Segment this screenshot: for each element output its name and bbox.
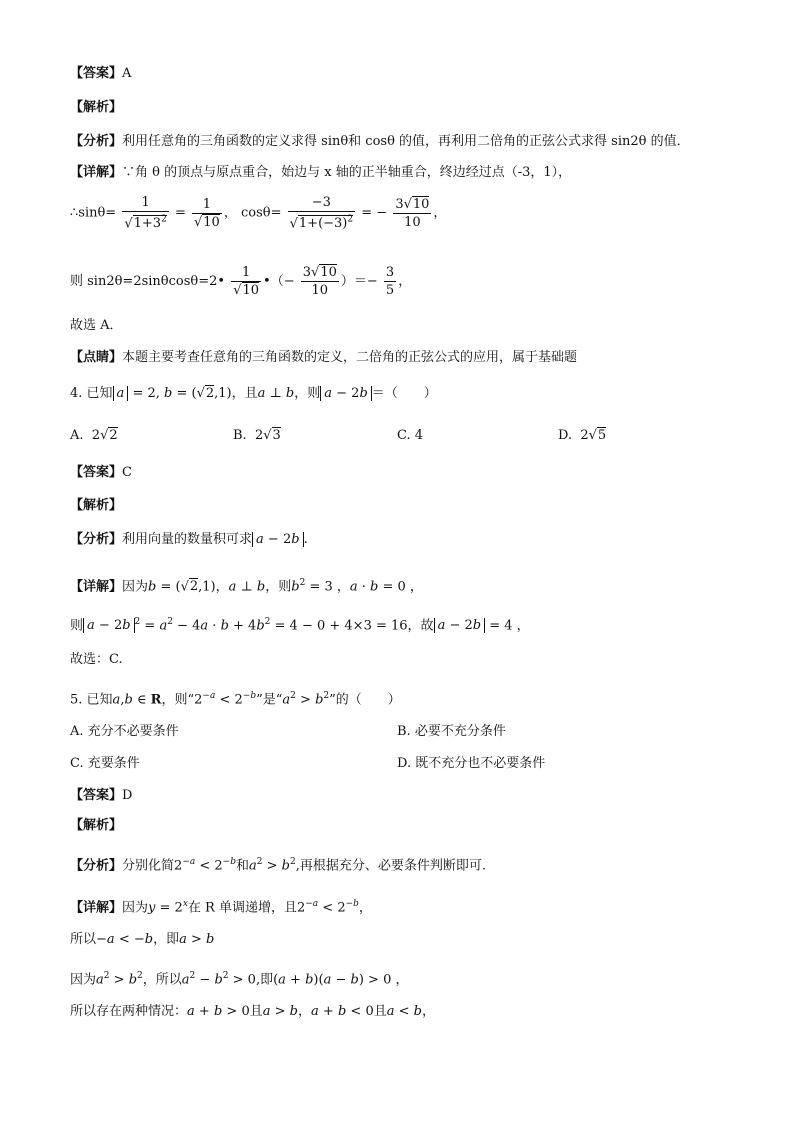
q4-answer-line: 【答案】C xyxy=(70,465,132,480)
answer-tag: 【答案】 xyxy=(70,66,123,81)
q5-option-c: C. 充要条件 xyxy=(70,756,140,771)
q5-detail-line-4: 所以存在两种情况：a + b > 0且a > b，a + b < 0且a < b， xyxy=(70,1004,436,1019)
q3-sin-cos-formula: ∴sinθ= $\frac{1}{√1+3^2}$ = $\frac{1}{√10}$ ， cosθ= $\frac{-3}{√1+(-3)^2}$ = − $\frac{3√10}{10}$ ， xyxy=(70,195,447,232)
q3-dianjing-line xyxy=(70,348,577,368)
q4-option-b: B. 2√3 xyxy=(233,428,281,443)
q5-stem: 5. 已知a,b ∈ R，则“$2^{-a} < 2^{-b}$”是“$a^2 > b^2$”的（ ） xyxy=(70,691,401,708)
q4-option-a: A. 2√2 xyxy=(70,428,118,443)
q4-detail-line-2: 则 a − 2b $^2 = a^2 - 4a \cdot b + 4b^2 = 4 - 0 + 4\times 3 = 16$，故 a − 2b = 4 ， xyxy=(70,617,530,634)
q3-fenxi-line xyxy=(70,132,690,152)
detail-tag: 【详解】 xyxy=(70,165,123,180)
q3-answer-line xyxy=(70,64,131,84)
answer-value: A xyxy=(122,66,132,81)
q5-option-d: D. 既不充分也不必要条件 xyxy=(397,756,546,771)
q5-option-a: A. 充分不必要条件 xyxy=(70,724,179,739)
q4-fenxi-line: 【分析】利用向量的数量积可求 a − 2b . xyxy=(70,532,308,547)
q4-option-c: C. 4 xyxy=(397,428,424,443)
q3-sin2-formula: 则 sin2θ=2sinθcosθ=2• $\frac{1}{√10}$ •（− $\frac{3√10}{10}$ ）＝− $\frac{3}{5}$ ， xyxy=(70,265,412,298)
q5-option-b: B. 必要不充分条件 xyxy=(397,724,506,739)
q4-detail-line: 【详解】因为b = (√2,1)，a ⊥ b，则$b^2 = 3$ ，a · b = 0 ， xyxy=(70,578,423,595)
q4-option-d: D. 2√5 xyxy=(558,428,607,443)
fenxi-text: 利用任意角的三角函数的定义求得 sinθ和 cosθ 的值，再利用二倍角的正弦公式求得 sin2θ 的值． xyxy=(122,134,690,149)
q3-conclusion: 故选 A． xyxy=(70,318,123,333)
q3-detail-line xyxy=(70,163,571,183)
q5-fenxi-line: 【分析】分别化简$2^{-a} < 2^{-b}$和$a^2 > b^2$,再根据充分、必要条件判断即可. xyxy=(70,857,486,874)
detail-text: ∵角 θ 的顶点与原点重合，始边与 x 轴的正半轴重合，终边经过点（-3，1）， xyxy=(122,165,572,180)
q4-conclusion: 故选：C. xyxy=(70,652,123,667)
q5-answer-line: 【答案】D xyxy=(70,788,133,803)
dianjing-text: 本题主要考查任意角的三角函数的定义，二倍角的正弦公式的应用，属于基础题 xyxy=(122,350,578,365)
q5-analysis-line: 【解析】 xyxy=(70,818,123,833)
q5-detail-line-3: 因为$a^2 > b^2$，所以$a^2 - b^2 > 0$,即(a + b)(a − b) > 0 ， xyxy=(70,971,409,988)
q3-analysis-line xyxy=(70,98,122,118)
fenxi-tag: 【分析】 xyxy=(70,134,123,149)
q4-analysis-line: 【解析】 xyxy=(70,498,123,513)
q5-detail-line-2: 所以−a < −b，即a > b xyxy=(70,932,215,947)
dianjing-tag: 【点睛】 xyxy=(70,350,123,365)
q5-detail-line: 【详解】因为$y = 2^x$在 R 单调递增，且$2^{-a} < 2^{-b}$， xyxy=(70,899,372,916)
analysis-tag: 【解析】 xyxy=(70,100,123,115)
q4-stem: 4. 已知 a = 2, b = (√2,1)，且a ⊥ b，则 a − 2b ＝（ ） xyxy=(70,386,437,401)
